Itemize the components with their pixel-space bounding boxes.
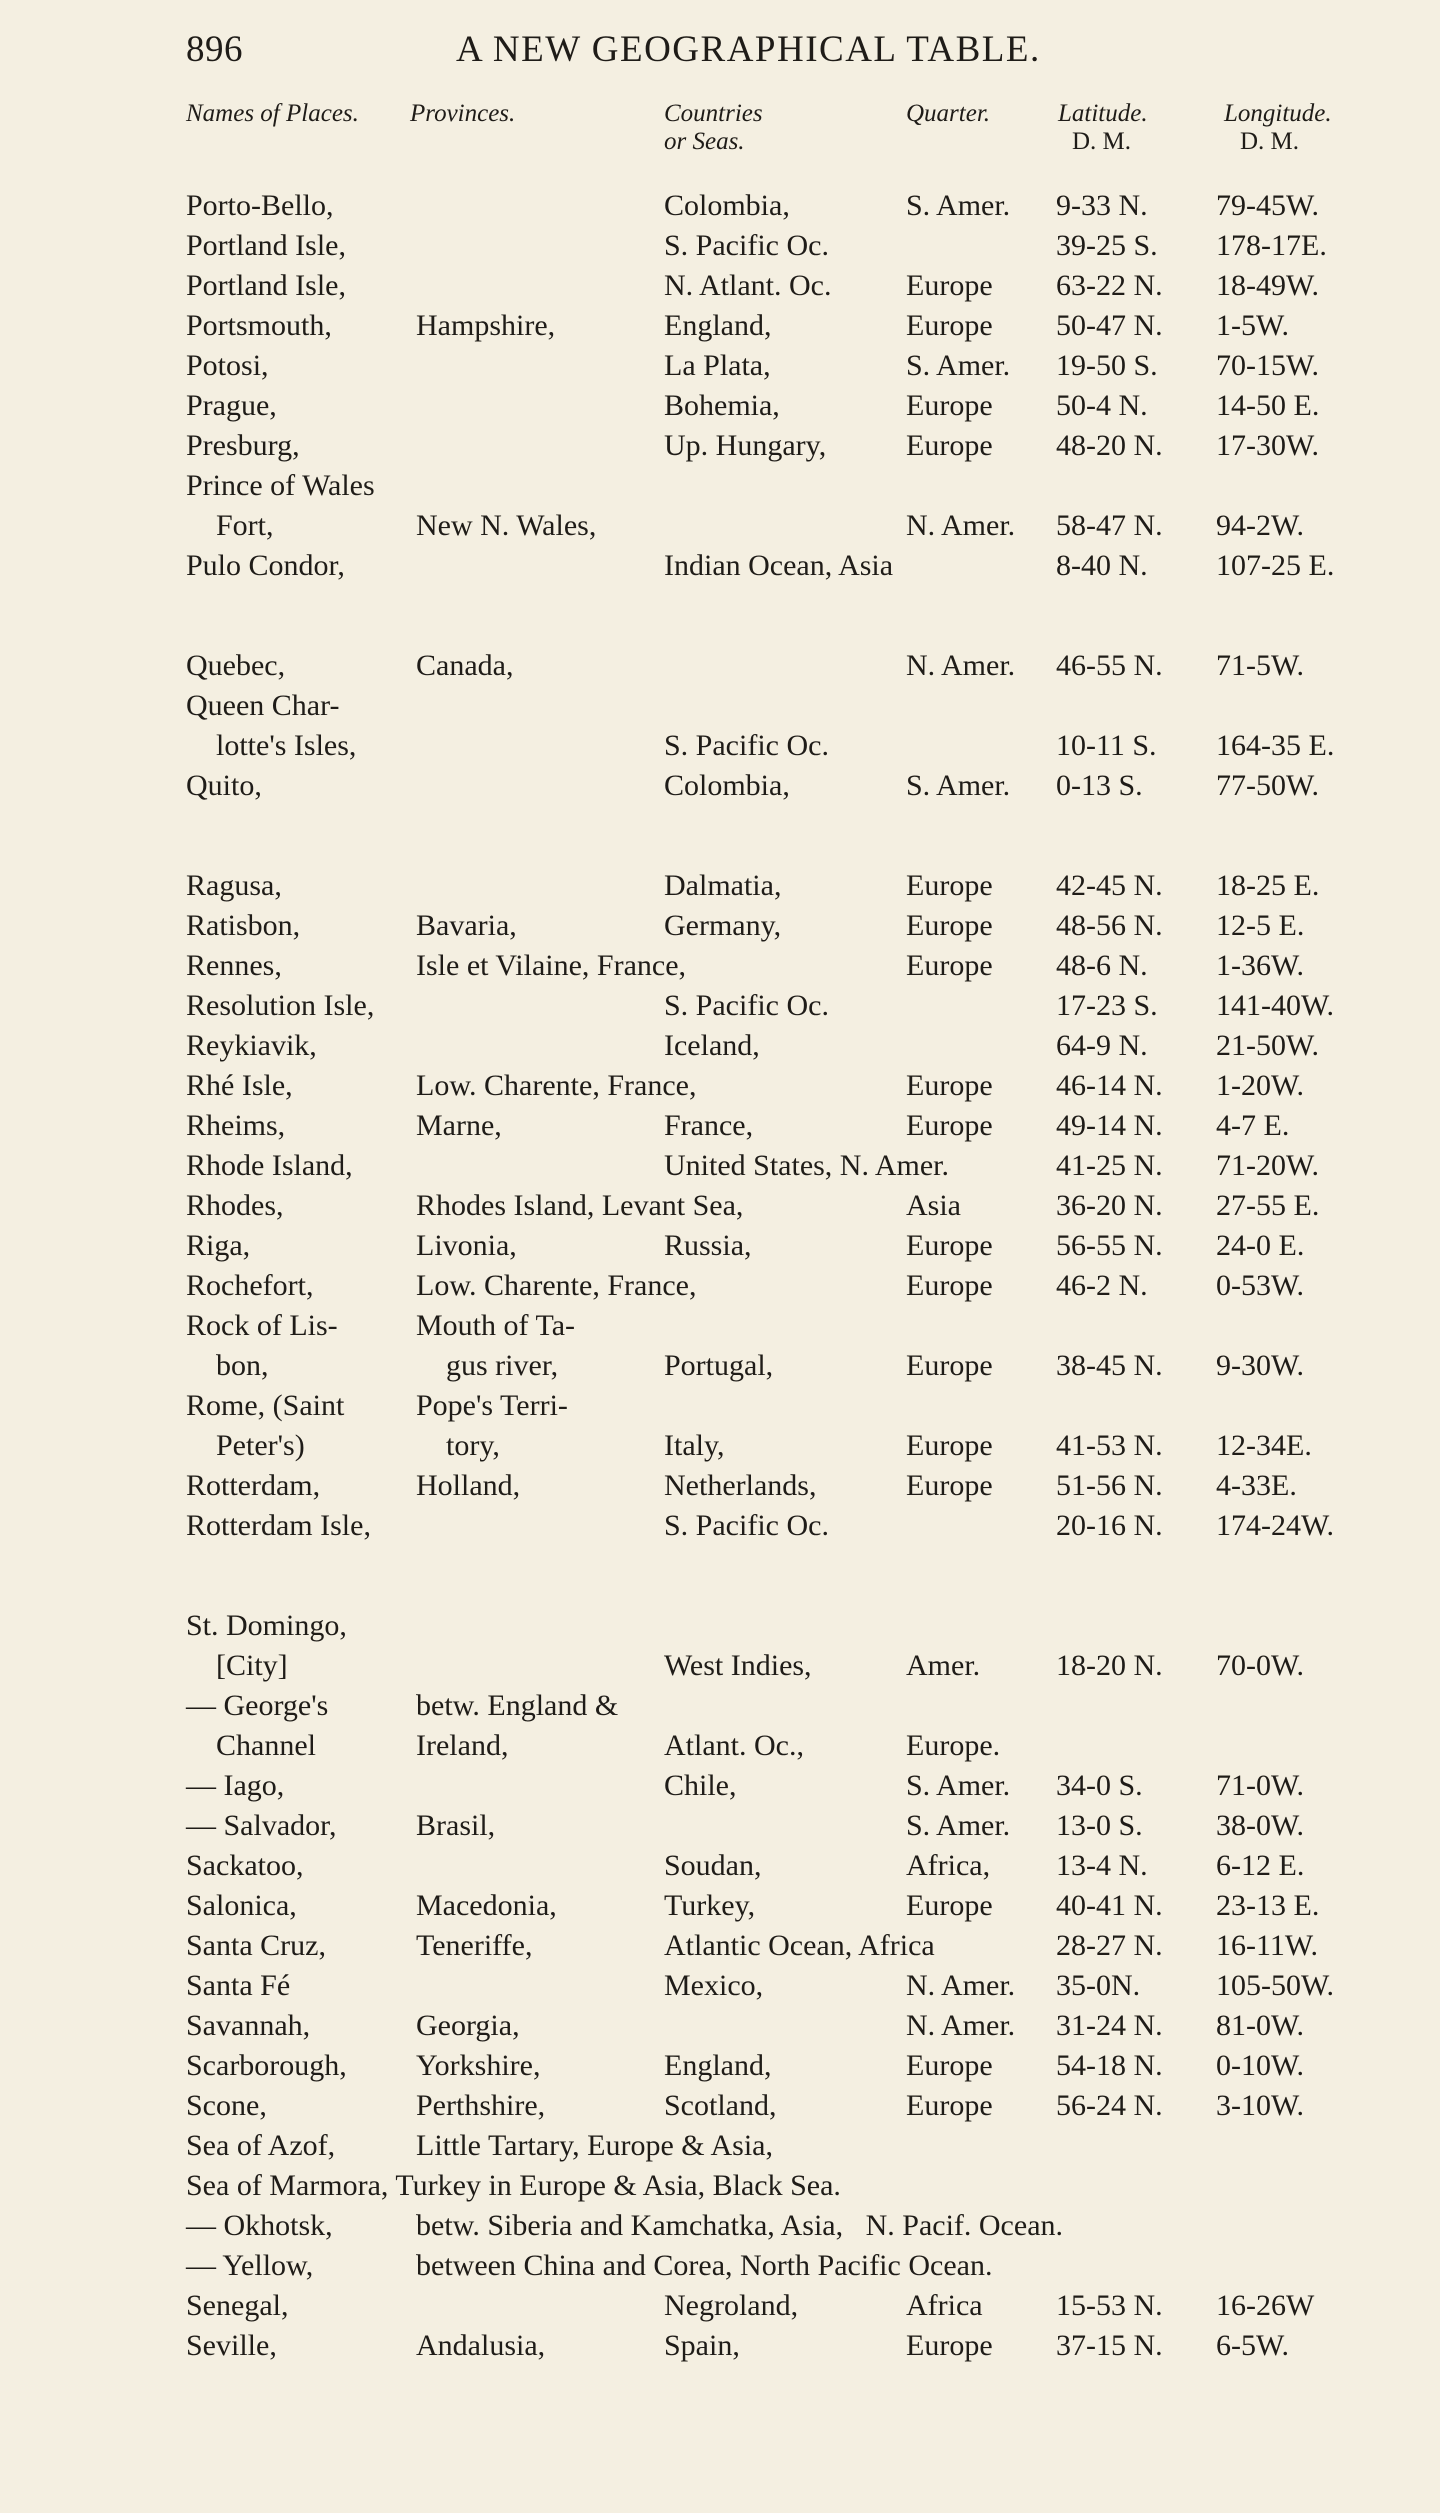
country-or-sea: Soudan,: [664, 1849, 762, 1882]
table-row: [186, 1966, 1366, 2006]
province: Low. Charente, France,: [416, 1269, 697, 1302]
place-name: Peter's): [186, 1429, 305, 1462]
latitude: 50-47 N.: [1056, 309, 1163, 342]
province: Holland,: [416, 1469, 521, 1502]
quarter: Europe: [906, 869, 993, 902]
latitude: 63-22 N.: [1056, 269, 1163, 302]
longitude: 9-30W.: [1216, 1349, 1305, 1382]
province: between China and Corea, North Pacific Ocean.: [416, 2249, 993, 2282]
table-row: [186, 266, 1366, 306]
table-row: [186, 1386, 1366, 1426]
place-name: Santa Cruz,: [186, 1929, 326, 1962]
province: tory,: [416, 1429, 500, 1462]
country-or-sea: Chile,: [664, 1769, 737, 1802]
longitude: 107-25 E.: [1216, 549, 1335, 582]
page-title: A NEW GEOGRAPHICAL TABLE.: [456, 29, 1041, 70]
place-name: Rotterdam Isle,: [186, 1509, 371, 1542]
country-or-sea: Turkey,: [664, 1889, 756, 1922]
place-name: — Iago,: [186, 1769, 285, 1802]
country-or-sea: Scotland,: [664, 2089, 777, 2122]
place-name: Potosi,: [186, 349, 269, 382]
place-name: Portsmouth,: [186, 309, 332, 342]
longitude: 16-11W.: [1216, 1929, 1318, 1962]
longitude: 23-13 E.: [1216, 1889, 1320, 1922]
table-row: [186, 1726, 1366, 1766]
place-name: Sackatoo,: [186, 1849, 304, 1882]
quarter: Europe: [906, 949, 993, 982]
longitude: 3-10W.: [1216, 2089, 1305, 2122]
province: Mouth of Ta-: [416, 1309, 575, 1342]
table-row: [186, 2006, 1366, 2046]
place-name: Riga,: [186, 1229, 251, 1262]
longitude: 17-30W.: [1216, 429, 1320, 462]
longitude: 4-33E.: [1216, 1469, 1297, 1502]
longitude: 16-26W: [1216, 2289, 1315, 2322]
table-row: [186, 2126, 1366, 2166]
table-row: [186, 466, 1366, 506]
latitude: 46-55 N.: [1056, 649, 1163, 682]
province: Perthshire,: [416, 2089, 546, 2122]
table-row: [186, 1026, 1366, 1066]
quarter: S. Amer.: [906, 769, 1011, 802]
place-name: St. Domingo,: [186, 1609, 347, 1642]
longitude: 1-20W.: [1216, 1069, 1305, 1102]
table-row: [186, 726, 1366, 766]
page-number: 896: [186, 29, 243, 70]
country-or-sea: Italy,: [664, 1429, 725, 1462]
province: Isle et Vilaine, France,: [416, 949, 687, 982]
place-name: Seville,: [186, 2329, 277, 2362]
province: Livonia,: [416, 1229, 517, 1262]
country-or-sea: Negroland,: [664, 2289, 799, 2322]
latitude: 54-18 N.: [1056, 2049, 1163, 2082]
table-row: [186, 986, 1366, 1026]
country-or-sea: Colombia,: [664, 769, 790, 802]
longitude: 4-7 E.: [1216, 1109, 1290, 1142]
place-name: Ragusa,: [186, 869, 282, 902]
province: Little Tartary, Europe & Asia,: [416, 2129, 773, 2162]
table-row: [186, 186, 1366, 226]
latitude: 40-41 N.: [1056, 1889, 1163, 1922]
quarter: S. Amer.: [906, 1769, 1011, 1802]
longitude: 0-10W.: [1216, 2049, 1305, 2082]
table-row: [186, 1426, 1366, 1466]
column-header-latitude: Latitude.: [1058, 100, 1148, 127]
latitude: 28-27 N.: [1056, 1929, 1163, 1962]
place-name: Quito,: [186, 769, 262, 802]
table-row: [186, 766, 1366, 806]
latitude: 8-40 N.: [1056, 549, 1148, 582]
province: Andalusia,: [416, 2329, 546, 2362]
table-row: [186, 1506, 1366, 1546]
place-name: Porto-Bello,: [186, 189, 334, 222]
province: Marne,: [416, 1109, 502, 1142]
country-or-sea: Portugal,: [664, 1349, 774, 1382]
country-or-sea: Russia,: [664, 1229, 752, 1262]
country-or-sea: Up. Hungary,: [664, 429, 827, 462]
quarter: Europe: [906, 429, 993, 462]
province: New N. Wales,: [416, 509, 597, 542]
place-name: — Salvador,: [186, 1809, 337, 1842]
latitude: 48-20 N.: [1056, 429, 1163, 462]
column-header-quarter: Quarter.: [906, 100, 991, 127]
quarter: Europe: [906, 2089, 993, 2122]
longitude: 12-5 E.: [1216, 909, 1305, 942]
longitude: 70-15W.: [1216, 349, 1320, 382]
country-or-sea: France,: [664, 1109, 754, 1142]
section-gap: [186, 806, 1366, 866]
place-name: Sea of Marmora, Turkey in Europe & Asia, Black Sea.: [186, 2169, 841, 2202]
latitude: 42-45 N.: [1056, 869, 1163, 902]
latitude: 51-56 N.: [1056, 1469, 1163, 1502]
latitude: 10-11 S.: [1056, 729, 1157, 762]
section-gap: [186, 586, 1366, 646]
longitude: 105-50W.: [1216, 1969, 1335, 2002]
quarter: N. Amer.: [906, 649, 1016, 682]
table-row: [186, 2286, 1366, 2326]
province: Hampshire,: [416, 309, 556, 342]
longitude: 18-49W.: [1216, 269, 1320, 302]
place-name: Savannah,: [186, 2009, 311, 2042]
place-name: Sea of Azof,: [186, 2129, 336, 2162]
quarter: Africa: [906, 2289, 983, 2322]
latitude: 64-9 N.: [1056, 1029, 1148, 1062]
quarter: Europe: [906, 2049, 993, 2082]
quarter: N. Amer.: [906, 509, 1016, 542]
longitude: 164-35 E.: [1216, 729, 1335, 762]
longitude: 38-0W.: [1216, 1809, 1305, 1842]
province: Low. Charente, France,: [416, 1069, 697, 1102]
quarter: S. Amer.: [906, 349, 1011, 382]
quarter: S. Amer.: [906, 189, 1011, 222]
place-name: Rochefort,: [186, 1269, 314, 1302]
longitude: 79-45W.: [1216, 189, 1320, 222]
table-row: [186, 1146, 1366, 1186]
quarter: N. Amer.: [906, 2009, 1016, 2042]
quarter: Europe: [906, 1269, 993, 1302]
longitude: 1-5W.: [1216, 309, 1290, 342]
latitude: 37-15 N.: [1056, 2329, 1163, 2362]
quarter: Europe: [906, 389, 993, 422]
table-row: [186, 1186, 1366, 1226]
province: Teneriffe,: [416, 1929, 533, 1962]
latitude: 35-0N.: [1056, 1969, 1141, 2002]
column-header-longitude-units: D. M.: [1240, 128, 1300, 155]
place-name: Senegal,: [186, 2289, 289, 2322]
latitude: 0-13 S.: [1056, 769, 1143, 802]
country-or-sea: Indian Ocean, Asia: [664, 549, 894, 582]
longitude: 14-50 E.: [1216, 389, 1320, 422]
quarter: Europe: [906, 1069, 993, 1102]
quarter: Europe: [906, 1109, 993, 1142]
province: gus river,: [416, 1349, 559, 1382]
table-row: [186, 1846, 1366, 1886]
quarter: Europe.: [906, 1729, 1001, 1762]
province: betw. England &: [416, 1689, 619, 1722]
latitude: 17-23 S.: [1056, 989, 1158, 1022]
province: Canada,: [416, 649, 514, 682]
table-row: [186, 1606, 1366, 1646]
province: Bavaria,: [416, 909, 517, 942]
longitude: 1-36W.: [1216, 949, 1305, 982]
table-row: [186, 1066, 1366, 1106]
province: Macedonia,: [416, 1889, 557, 1922]
quarter: Asia: [906, 1189, 961, 1222]
place-name: Fort,: [186, 509, 274, 542]
country-or-sea: Atlantic Ocean, Africa: [664, 1929, 935, 1962]
longitude: 70-0W.: [1216, 1649, 1305, 1682]
latitude: 19-50 S.: [1056, 349, 1158, 382]
latitude: 39-25 S.: [1056, 229, 1158, 262]
latitude: 15-53 N.: [1056, 2289, 1163, 2322]
country-or-sea: N. Atlant. Oc.: [664, 269, 832, 302]
table-row: [186, 1226, 1366, 1266]
table-row: [186, 2206, 1366, 2246]
country-or-sea: Bohemia,: [664, 389, 780, 422]
country-or-sea: S. Pacific Oc.: [664, 229, 829, 262]
table-row: [186, 346, 1366, 386]
country-or-sea: United States, N. Amer.: [664, 1149, 949, 1182]
longitude: 71-20W.: [1216, 1149, 1320, 1182]
quarter: Europe: [906, 2329, 993, 2362]
latitude: 46-14 N.: [1056, 1069, 1163, 1102]
table-row: [186, 686, 1366, 726]
longitude: 0-53W.: [1216, 1269, 1305, 1302]
place-name: Prague,: [186, 389, 277, 422]
longitude: 81-0W.: [1216, 2009, 1305, 2042]
quarter: Europe: [906, 269, 993, 302]
province: betw. Siberia and Kamchatka, Asia, N. Pacif. Ocean.: [416, 2209, 1064, 2242]
place-name: lotte's Isles,: [186, 729, 357, 762]
longitude: 71-0W.: [1216, 1769, 1305, 1802]
column-header-provinces: Provinces.: [410, 100, 516, 127]
quarter: Africa,: [906, 1849, 991, 1882]
column-header-countries-line2: or Seas.: [664, 128, 745, 155]
latitude: 41-53 N.: [1056, 1429, 1163, 1462]
section-gap: [186, 1546, 1366, 1606]
country-or-sea: Atlant. Oc.,: [664, 1729, 804, 1762]
quarter: Europe: [906, 1889, 993, 1922]
table-row: [186, 1766, 1366, 1806]
place-name: Scone,: [186, 2089, 267, 2122]
quarter: Amer.: [906, 1649, 981, 1682]
table-row: [186, 226, 1366, 266]
quarter: Europe: [906, 1429, 993, 1462]
place-name: Channel: [186, 1729, 316, 1762]
longitude: 6-12 E.: [1216, 1849, 1305, 1882]
place-name: Rock of Lis-: [186, 1309, 338, 1342]
country-or-sea: West Indies,: [664, 1649, 812, 1682]
table-row: [186, 2086, 1366, 2126]
table-row: [186, 646, 1366, 686]
quarter: Europe: [906, 309, 993, 342]
latitude: 56-55 N.: [1056, 1229, 1163, 1262]
quarter: Europe: [906, 909, 993, 942]
latitude: 9-33 N.: [1056, 189, 1148, 222]
place-name: Reykiavik,: [186, 1029, 317, 1062]
latitude: 36-20 N.: [1056, 1189, 1163, 1222]
table-row: [186, 1306, 1366, 1346]
place-name: Resolution Isle,: [186, 989, 375, 1022]
longitude: 27-55 E.: [1216, 1189, 1320, 1222]
place-name: Quebec,: [186, 649, 286, 682]
longitude: 178-17E.: [1216, 229, 1327, 262]
place-name: — George's: [186, 1689, 329, 1722]
longitude: 24-0 E.: [1216, 1229, 1305, 1262]
country-or-sea: Mexico,: [664, 1969, 764, 2002]
country-or-sea: Colombia,: [664, 189, 790, 222]
place-name: Prince of Wales: [186, 469, 375, 502]
quarter: Europe: [906, 1469, 993, 1502]
place-name: Salonica,: [186, 1889, 297, 1922]
table-row: [186, 386, 1366, 426]
latitude: 13-0 S.: [1056, 1809, 1143, 1842]
place-name: Rhode Island,: [186, 1149, 353, 1182]
place-name: [City]: [186, 1649, 288, 1682]
table-row: [186, 1266, 1366, 1306]
longitude: 77-50W.: [1216, 769, 1320, 802]
place-name: Rhodes,: [186, 1189, 284, 1222]
province: Yorkshire,: [416, 2049, 541, 2082]
country-or-sea: Netherlands,: [664, 1469, 817, 1502]
country-or-sea: Iceland,: [664, 1029, 760, 1062]
place-name: Portland Isle,: [186, 269, 346, 302]
place-name: Rheims,: [186, 1109, 286, 1142]
place-name: Scarborough,: [186, 2049, 347, 2082]
province: Brasil,: [416, 1809, 496, 1842]
table-row: [186, 426, 1366, 466]
quarter: Europe: [906, 1229, 993, 1262]
table-row: [186, 946, 1366, 986]
table-row: [186, 1106, 1366, 1146]
column-header-names: Names of Places.: [186, 100, 359, 127]
table-row: [186, 866, 1366, 906]
province: Pope's Terri-: [416, 1389, 568, 1422]
place-name: Pulo Condor,: [186, 549, 345, 582]
place-name: — Yellow,: [186, 2249, 314, 2282]
longitude: 21-50W.: [1216, 1029, 1320, 1062]
latitude: 31-24 N.: [1056, 2009, 1163, 2042]
longitude: 12-34E.: [1216, 1429, 1312, 1462]
longitude: 141-40W.: [1216, 989, 1335, 1022]
latitude: 56-24 N.: [1056, 2089, 1163, 2122]
country-or-sea: S. Pacific Oc.: [664, 989, 829, 1022]
latitude: 20-16 N.: [1056, 1509, 1163, 1542]
table-row: [186, 2166, 1366, 2206]
province: Georgia,: [416, 2009, 520, 2042]
place-name: Rennes,: [186, 949, 282, 982]
latitude: 13-4 N.: [1056, 1849, 1148, 1882]
column-header-countries: Countries: [664, 100, 763, 127]
table-row: [186, 506, 1366, 546]
place-name: — Okhotsk,: [186, 2209, 333, 2242]
column-header-longitude: Longitude.: [1224, 100, 1332, 127]
country-or-sea: Dalmatia,: [664, 869, 782, 902]
table-row: [186, 1686, 1366, 1726]
latitude: 58-47 N.: [1056, 509, 1163, 542]
place-name: Presburg,: [186, 429, 300, 462]
column-header-latitude-units: D. M.: [1072, 128, 1132, 155]
quarter: S. Amer.: [906, 1809, 1011, 1842]
country-or-sea: La Plata,: [664, 349, 771, 382]
place-name: Rotterdam,: [186, 1469, 321, 1502]
table-row: [186, 1646, 1366, 1686]
place-name: Ratisbon,: [186, 909, 301, 942]
place-name: Rhé Isle,: [186, 1069, 293, 1102]
quarter: N. Amer.: [906, 1969, 1016, 2002]
table-row: [186, 546, 1366, 586]
table-row: [186, 306, 1366, 346]
latitude: 48-56 N.: [1056, 909, 1163, 942]
place-name: Portland Isle,: [186, 229, 346, 262]
longitude: 6-5W.: [1216, 2329, 1290, 2362]
table-row: [186, 1886, 1366, 1926]
province: Ireland,: [416, 1729, 509, 1762]
country-or-sea: S. Pacific Oc.: [664, 1509, 829, 1542]
table-row: [186, 2046, 1366, 2086]
place-name: Queen Char-: [186, 689, 340, 722]
country-or-sea: Spain,: [664, 2329, 740, 2362]
latitude: 50-4 N.: [1056, 389, 1148, 422]
latitude: 49-14 N.: [1056, 1109, 1163, 1142]
table-row: [186, 2246, 1366, 2286]
latitude: 46-2 N.: [1056, 1269, 1148, 1302]
table-row: [186, 906, 1366, 946]
latitude: 34-0 S.: [1056, 1769, 1143, 1802]
table-row: [186, 2326, 1366, 2366]
latitude: 38-45 N.: [1056, 1349, 1163, 1382]
place-name: Rome, (Saint: [186, 1389, 345, 1422]
latitude: 18-20 N.: [1056, 1649, 1163, 1682]
table-row: [186, 1466, 1366, 1506]
place-name: Santa Fé: [186, 1969, 291, 2002]
longitude: 94-2W.: [1216, 509, 1305, 542]
latitude: 41-25 N.: [1056, 1149, 1163, 1182]
country-or-sea: England,: [664, 309, 772, 342]
table-row: [186, 1806, 1366, 1846]
table-row: [186, 1926, 1366, 1966]
longitude: 18-25 E.: [1216, 869, 1320, 902]
country-or-sea: England,: [664, 2049, 772, 2082]
quarter: Europe: [906, 1349, 993, 1382]
longitude: 174-24W.: [1216, 1509, 1335, 1542]
gazetteer-table: [186, 186, 1366, 2366]
country-or-sea: S. Pacific Oc.: [664, 729, 829, 762]
country-or-sea: Germany,: [664, 909, 782, 942]
latitude: 48-6 N.: [1056, 949, 1148, 982]
province: Rhodes Island, Levant Sea,: [416, 1189, 744, 1222]
longitude: 71-5W.: [1216, 649, 1305, 682]
table-row: [186, 1346, 1366, 1386]
place-name: bon,: [186, 1349, 269, 1382]
running-head: [186, 22, 1360, 82]
